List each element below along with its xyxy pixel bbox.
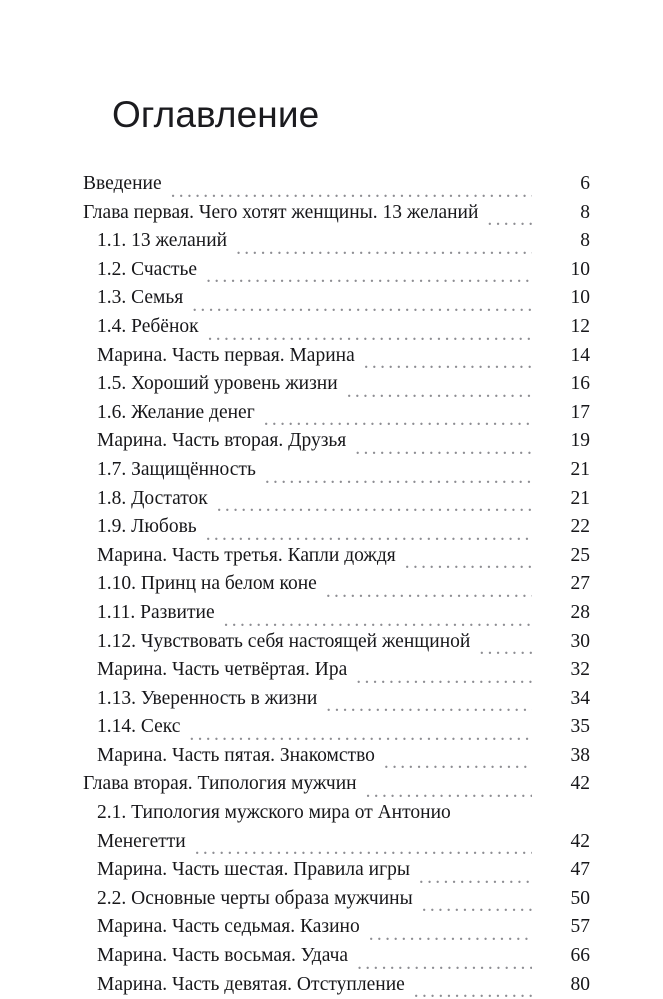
toc-entry-body <box>83 685 532 714</box>
toc-dot-leader <box>236 237 532 256</box>
toc-entry-body <box>83 427 532 456</box>
toc-entry-page-number: 66 <box>570 945 590 967</box>
toc-entry[interactable] <box>83 399 591 428</box>
toc-entry[interactable] <box>83 456 591 485</box>
toc-entry-page-number: 22 <box>570 516 590 538</box>
toc-entry-label: 1.7. Защищённость <box>97 458 256 480</box>
toc-dot-leader <box>357 952 532 971</box>
toc-entry-label: 1.9. Любовь <box>97 516 197 538</box>
toc-dot-leader <box>479 637 532 656</box>
toc-entry[interactable] <box>83 656 591 685</box>
toc-entry[interactable] <box>83 513 591 542</box>
toc-entry-label: 1.5. Хороший уровень жизни <box>97 373 338 395</box>
toc-entry-page-number: 10 <box>570 258 590 280</box>
toc-entry[interactable] <box>83 599 591 628</box>
toc-entry-body <box>83 856 532 885</box>
toc-entry-page-number: 28 <box>570 601 590 623</box>
toc-entry-label: Глава вторая. Типология мужчин <box>83 773 357 795</box>
toc-entry-page-number: 21 <box>570 458 590 480</box>
toc-entry-page-number: 17 <box>570 401 590 423</box>
toc-dot-leader <box>356 666 532 685</box>
toc-entry-body <box>83 199 532 228</box>
toc-entry-body <box>83 370 532 399</box>
toc-dot-leader <box>487 208 532 227</box>
toc-entry[interactable] <box>83 828 591 857</box>
toc-entry-label: 1.3. Семья <box>97 287 184 309</box>
toc-dot-leader <box>384 751 532 770</box>
toc-dot-leader <box>405 551 532 570</box>
toc-entry-body <box>83 942 532 971</box>
toc-entry-body <box>83 713 532 742</box>
toc-entry-page-number: 47 <box>570 859 590 881</box>
toc-entry-body <box>83 284 532 313</box>
toc-entry[interactable] <box>83 427 591 456</box>
toc-dot-leader <box>171 180 532 199</box>
toc-entry-label: 1.12. Чувствовать себя настоящей женщиной <box>97 630 471 652</box>
toc-entry-body <box>83 628 532 657</box>
toc-dot-leader <box>414 980 532 999</box>
toc-entry-page-number: 57 <box>570 916 590 938</box>
toc-entry[interactable] <box>83 885 591 914</box>
toc-entry-label: 1.8. Достаток <box>97 487 208 509</box>
toc-entry[interactable] <box>83 342 591 371</box>
toc-entry-page-number: 19 <box>570 430 590 452</box>
toc-entry[interactable] <box>83 971 591 999</box>
toc-entry[interactable] <box>83 370 591 399</box>
toc-entry-body <box>83 485 532 514</box>
toc-entry[interactable] <box>83 199 591 228</box>
toc-entry-label: Марина. Часть третья. Капли дождя <box>97 544 396 566</box>
toc-entry-label: Марина. Часть четвёртая. Ира <box>97 659 348 681</box>
toc-dot-leader <box>206 523 532 542</box>
toc-entry[interactable] <box>83 799 591 828</box>
toc-entry-page-number: 27 <box>570 573 590 595</box>
toc-dot-leader <box>355 437 532 456</box>
toc-entry-label: 1.10. Принц на белом коне <box>97 573 317 595</box>
toc-entry-label: 2.2. Основные черты образа мужчины <box>97 887 413 909</box>
toc-entry-page-number: 30 <box>570 630 590 652</box>
toc-entry-label: Марина. Часть пятая. Знакомство <box>97 744 375 766</box>
toc-entry[interactable] <box>83 570 591 599</box>
toc-entry-label: Марина. Часть девятая. Отступление <box>97 973 405 995</box>
toc-entry-page-number: 34 <box>570 687 590 709</box>
toc-entry-page-number: 25 <box>570 544 590 566</box>
toc-dot-leader <box>369 923 532 942</box>
toc-entry-page-number: 42 <box>570 830 590 852</box>
toc-entry[interactable] <box>83 170 591 199</box>
toc-entry-body <box>83 656 532 685</box>
toc-dot-leader <box>326 694 532 713</box>
toc-entry-label: 1.11. Развитие <box>97 601 215 623</box>
toc-entry-body <box>83 513 532 542</box>
toc-entry[interactable] <box>83 713 591 742</box>
toc-entry-label: Глава первая. Чего хотят женщины. 13 желаний <box>83 201 479 223</box>
toc-entry-label: 1.2. Счастье <box>97 258 198 280</box>
toc-entry-body <box>83 313 532 342</box>
toc-entry-body <box>83 799 532 828</box>
toc-entry-page-number: 42 <box>570 773 590 795</box>
toc-entry-page-number: 50 <box>570 887 590 909</box>
toc-entry-label: Введение <box>83 173 162 194</box>
toc-entry-body <box>83 227 532 256</box>
toc-entry[interactable] <box>83 542 591 571</box>
toc-entry-page-number: 10 <box>570 287 590 309</box>
toc-dot-leader <box>422 894 532 913</box>
toc-entry-label: 1.4. Ребёнок <box>97 315 199 337</box>
toc-entry-page-number: 21 <box>570 487 590 509</box>
toc-entry[interactable] <box>83 628 591 657</box>
toc-entry-label: 1.13. Уверенность в жизни <box>97 687 318 709</box>
toc-entry[interactable] <box>83 913 591 942</box>
toc-entry-body <box>83 770 532 799</box>
toc-entry-page-number: 38 <box>570 744 590 766</box>
toc-entry-label: Марина. Часть шестая. Правила игры <box>97 859 410 881</box>
toc-dot-leader <box>366 780 532 799</box>
toc-entry-body <box>83 570 532 599</box>
toc-entry-label: Марина. Часть седьмая. Казино <box>97 916 360 938</box>
toc-dot-leader <box>195 837 532 856</box>
toc-dot-leader <box>265 466 532 485</box>
toc-dot-leader <box>364 351 532 370</box>
toc-entry-page-number: 14 <box>570 344 590 366</box>
toc-entry-body <box>83 256 532 285</box>
toc-entry[interactable] <box>83 856 591 885</box>
toc-dot-leader <box>326 580 532 599</box>
toc-dot-leader <box>206 265 532 284</box>
toc-entry[interactable] <box>83 284 591 313</box>
toc-entry-label: Марина. Часть первая. Марина <box>97 344 355 366</box>
toc-dot-leader <box>189 723 532 742</box>
toc-entry-body <box>83 399 532 428</box>
toc-entry-page-number: 35 <box>570 716 590 738</box>
toc-dot-leader <box>217 494 532 513</box>
toc-entry-label: 2.1. Типология мужского мира от Антонио <box>97 802 451 824</box>
toc-entry-label: 1.1. 13 желаний <box>97 230 228 252</box>
toc-entry-label: 1.14. Секс <box>97 716 181 738</box>
toc-entry[interactable] <box>83 685 591 714</box>
toc-entry-label: 1.6. Желание денег <box>97 401 255 423</box>
toc-entry-label: Марина. Часть вторая. Друзья <box>97 430 347 452</box>
toc-entry-body <box>83 971 532 999</box>
toc-entry-body <box>83 828 532 857</box>
toc-entry-label: Менегетти <box>97 830 186 852</box>
toc-entry-page-number: 32 <box>570 659 590 681</box>
toc-entry-body <box>83 885 532 914</box>
toc-entry[interactable] <box>83 313 591 342</box>
toc-entry-page-number: 6 <box>580 173 590 194</box>
toc-dot-leader <box>264 408 532 427</box>
toc-dot-leader <box>192 294 532 313</box>
toc-entry-page-number: 80 <box>570 973 590 995</box>
toc-entry-body <box>83 342 532 371</box>
toc-entry-body <box>83 599 532 628</box>
toc-entry-body <box>83 542 532 571</box>
toc-dot-leader <box>460 809 532 828</box>
toc-dot-leader <box>347 380 532 399</box>
toc-entry-body <box>83 913 532 942</box>
toc-entry-label: Марина. Часть восьмая. Удача <box>97 945 349 967</box>
table-of-contents-list <box>83 170 591 999</box>
toc-entry-page-number: 8 <box>580 230 590 252</box>
toc-entry[interactable] <box>83 770 591 799</box>
toc-entry-page-number: 8 <box>580 201 590 223</box>
toc-dot-leader <box>208 323 532 342</box>
toc-entry-page-number: 12 <box>570 315 590 337</box>
toc-entry-page-number: 16 <box>570 373 590 395</box>
page-title: Оглавление <box>112 93 320 135</box>
toc-entry-body <box>83 456 532 485</box>
toc-entry[interactable] <box>83 227 591 256</box>
toc-entry[interactable] <box>83 256 591 285</box>
toc-entry-body <box>83 170 532 199</box>
toc-dot-leader <box>419 866 532 885</box>
toc-dot-leader <box>224 609 532 628</box>
toc-entry[interactable] <box>83 742 591 771</box>
toc-entry[interactable] <box>83 942 591 971</box>
toc-entry[interactable] <box>83 485 591 514</box>
toc-entry-body <box>83 742 532 771</box>
